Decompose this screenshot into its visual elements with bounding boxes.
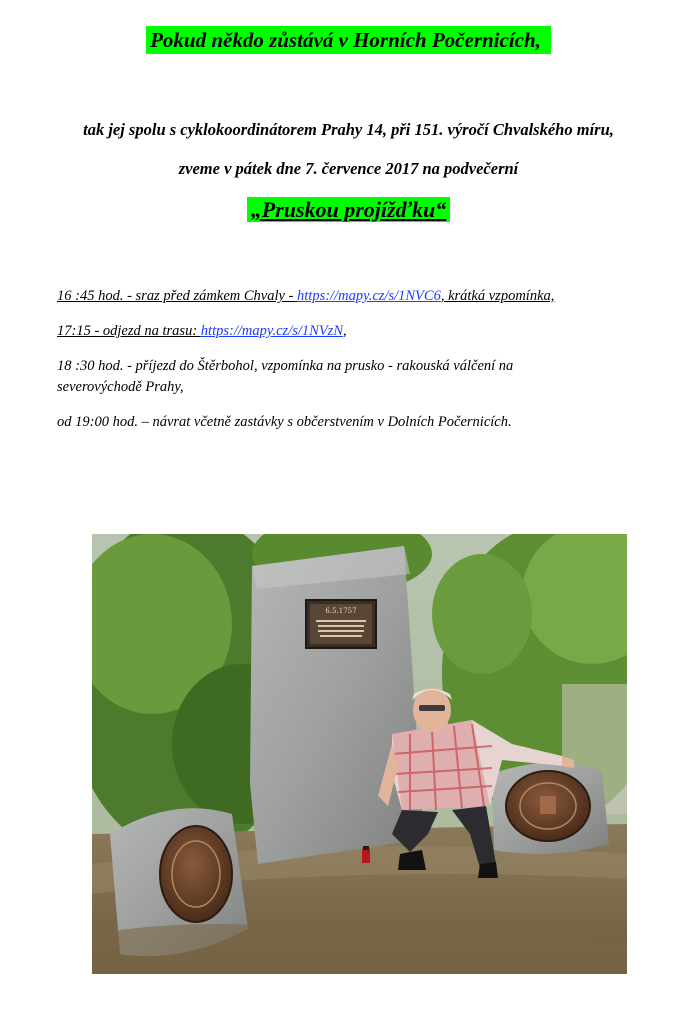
schedule-item-3: 18 :30 hod. - příjezd do Štěrbohol, vzpomínka na prusko - rakouská válčení na severovýchodě Prahy, bbox=[57, 358, 514, 395]
event-title bbox=[0, 197, 697, 223]
schedule-item-2-suffix: , bbox=[343, 323, 347, 339]
intro-line-2: zveme v pátek dne 7. července 2017 na podvečerní bbox=[178, 159, 519, 178]
map-link-2[interactable]: https://mapy.cz/s/1NVzN bbox=[200, 323, 343, 339]
schedule-item-1-text: 16 :45 hod. - sraz před zámkem Chvaly - bbox=[57, 288, 298, 304]
page-heading bbox=[0, 28, 697, 53]
schedule-item-4: od 19:00 hod. – návrat včetně zastávky s občerstvením v Dolních Počernicích. bbox=[57, 414, 512, 430]
schedule-item-2-text: 17:15 - odjezd na trasu: bbox=[57, 323, 201, 339]
event-name: „Pruskou projížďku“ bbox=[247, 197, 451, 222]
schedule-item-1-suffix: , krátká vzpomínka, bbox=[440, 288, 555, 304]
map-link-1[interactable]: https://mapy.cz/s/1NVC6 bbox=[297, 288, 441, 304]
intro-line-1: tak jej spolu s cyklokoordinátorem Prahy 14, při 151. výročí Chvalského míru, bbox=[83, 120, 614, 139]
schedule-item-2 bbox=[57, 321, 647, 342]
memorial-photo bbox=[92, 534, 627, 974]
schedule-item-1 bbox=[57, 286, 647, 307]
plaque-date: 6.5.1757 bbox=[325, 607, 357, 615]
heading-text: Pokud někdo zůstává v Horních Počernicích, bbox=[146, 26, 551, 54]
